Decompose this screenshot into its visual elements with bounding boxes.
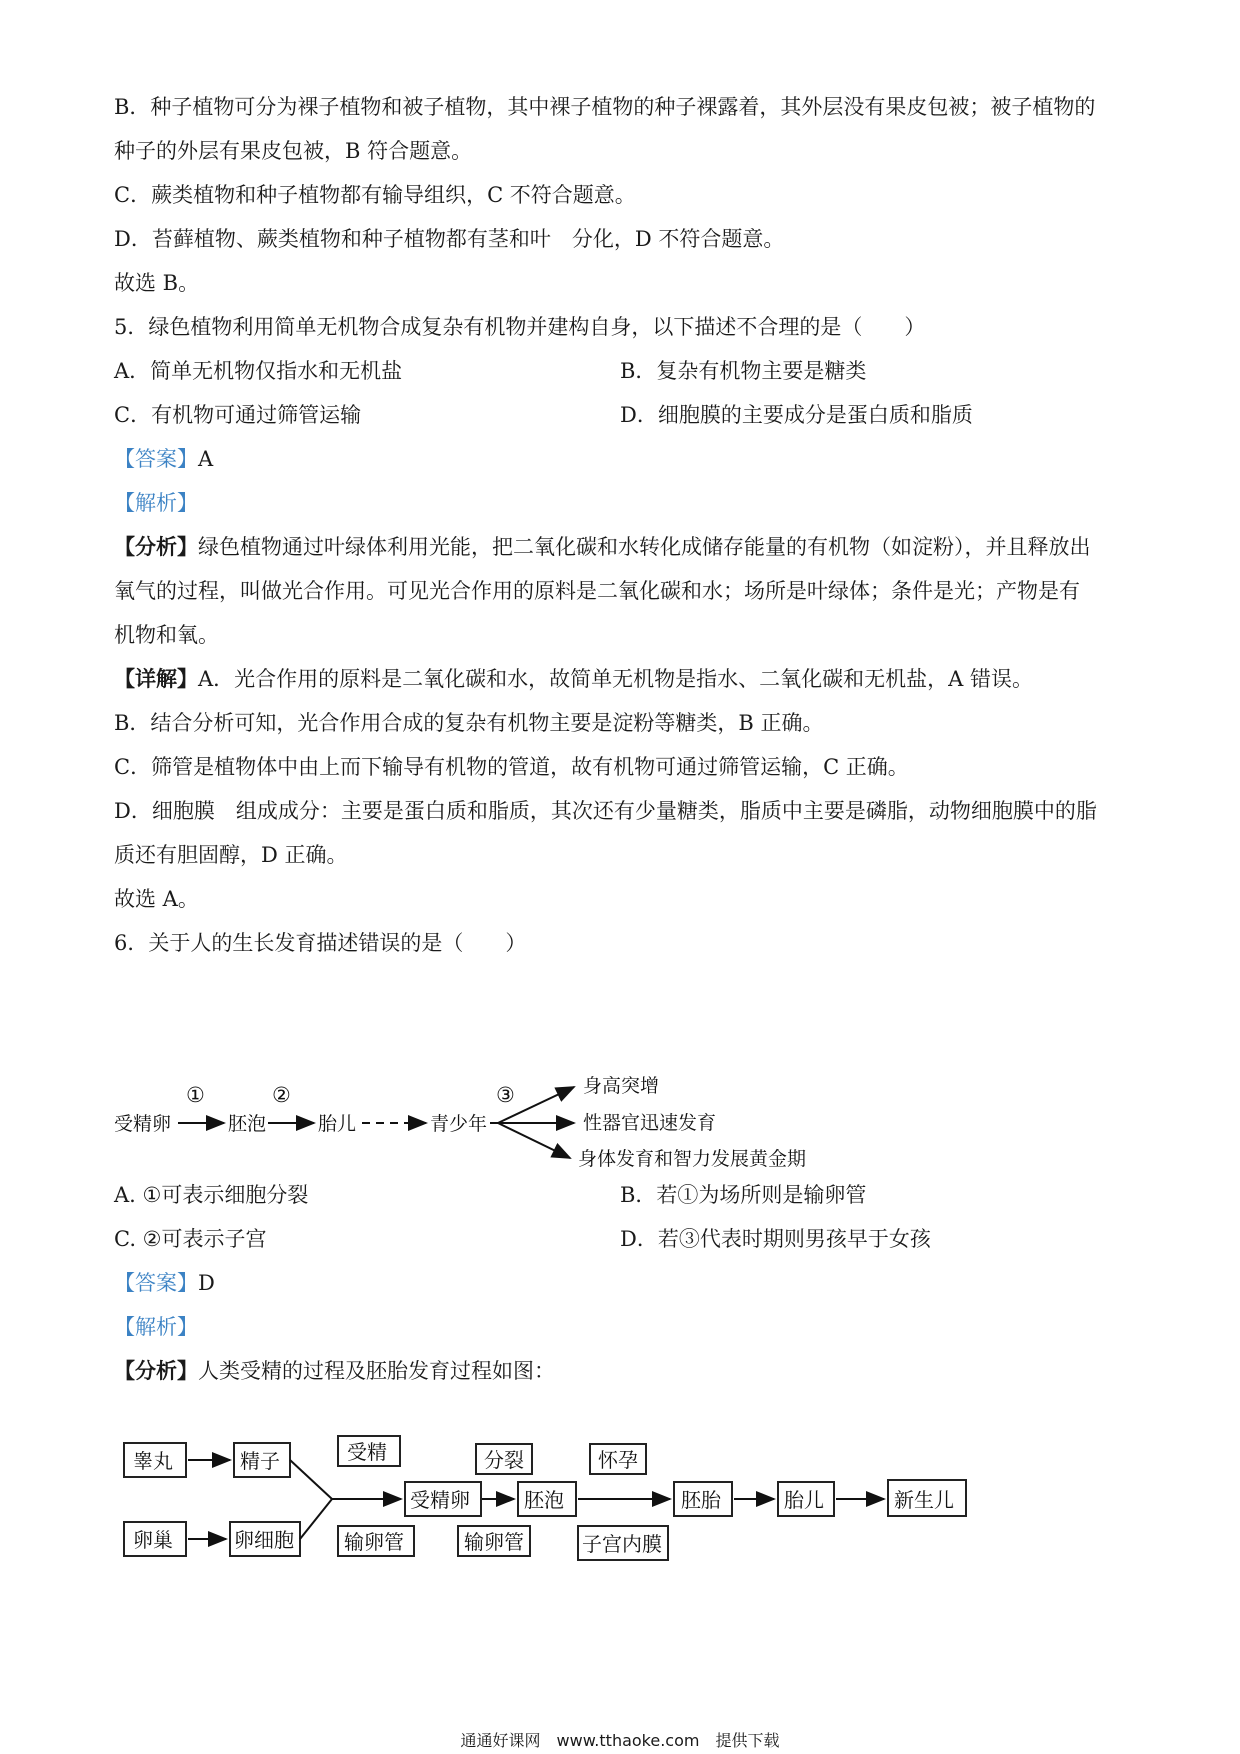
prev-answer-b-line2: 种子的外层有果皮包被，B 符合题意。 bbox=[114, 139, 473, 163]
q5-option-b: B．复杂有机物主要是糖类 bbox=[620, 359, 867, 383]
flow-line-egg-join bbox=[300, 1499, 332, 1539]
diagram-branch-golden-period: 身体发育和智力发展黄金期 bbox=[578, 1148, 807, 1170]
page-footer: 通通好课网 www.tthaoke.com 提供下载 bbox=[460, 1731, 780, 1750]
q5-fenxi-line3: 机物和氧。 bbox=[114, 623, 219, 647]
diagram-mark-3: ③ bbox=[496, 1083, 515, 1107]
flow-text-division-label: 分裂 bbox=[484, 1448, 524, 1472]
prev-answer-c: C．蕨类植物和种子植物都有输导组织，C 不符合题意。 bbox=[114, 183, 636, 207]
flow-text-ovary: 卵巢 bbox=[133, 1528, 173, 1552]
diagram-node-fetus: 胎儿 bbox=[318, 1113, 357, 1135]
flow-line-sperm-join bbox=[290, 1460, 332, 1499]
diagram-branch-height: 身高突增 bbox=[583, 1075, 660, 1097]
q5-option-a: A．简单无机物仅指水和无机盐 bbox=[114, 359, 403, 383]
q6-option-b: B．若①为场所则是输卵管 bbox=[620, 1183, 867, 1207]
diagram-branch-sex-organs: 性器官迅速发育 bbox=[583, 1112, 717, 1134]
q5-option-d: D．细胞膜的主要成分是蛋白质和脂质 bbox=[620, 403, 973, 427]
diagram-mark-1: ① bbox=[186, 1083, 205, 1107]
q5-xiangjie-c: C．筛管是植物体中由上而下输导有机物的管道，故有机物可通过筛管运输，C 正确。 bbox=[114, 755, 909, 779]
q5-xiangjie-a-text: A．光合作用的原料是二氧化碳和水，故简单无机物是指水、二氧化碳和无机盐，A 错误。 bbox=[198, 667, 1034, 691]
q5-fenxi-line2: 氧气的过程，叫做光合作用。可见光合作用的原料是二氧化碳和水；场所是叶绿体；条件是光；产物是有 bbox=[114, 579, 1080, 603]
flow-text-blastocyst: 胚泡 bbox=[524, 1488, 564, 1512]
q5-choice: 故选 A。 bbox=[114, 887, 199, 911]
q5-answer-tag: 【答案】 bbox=[114, 447, 198, 471]
flow-text-egg: 卵细胞 bbox=[234, 1528, 294, 1552]
flow-text-embryo: 胚胎 bbox=[681, 1488, 721, 1512]
flow-text-fetus: 胎儿 bbox=[784, 1488, 824, 1512]
flow-text-newborn: 新生儿 bbox=[894, 1488, 954, 1512]
q5-xiangjie-d2: 质还有胆固醇，D 正确。 bbox=[114, 843, 348, 867]
q5-xiangjie-b: B．结合分析可知，光合作用合成的复杂有机物主要是淀粉等糖类，B 正确。 bbox=[114, 711, 824, 735]
q6-fenxi-text: 人类受精的过程及胚胎发育过程如图： bbox=[198, 1359, 555, 1383]
q6-answer-value: D bbox=[198, 1271, 215, 1295]
q5-stem: 5．绿色植物利用简单无机物合成复杂有机物并建构自身，以下描述不合理的是（ ） bbox=[114, 315, 926, 339]
q5-xiangjie-d1: D．细胞膜 组成成分：主要是蛋白质和脂质，其次还有少量糖类，脂质中主要是磷脂，动物细胞膜中的脂 bbox=[114, 799, 1097, 823]
diagram-node-adolescent: 青少年 bbox=[430, 1113, 488, 1135]
q5-fenxi-text1: 绿色植物通过叶绿体利用光能，把二氧化碳和水转化成储存能量的有机物（如淀粉），并且释放出 bbox=[198, 535, 1091, 559]
flow-text-fertilization-label: 受精 bbox=[347, 1440, 387, 1464]
q5-option-c: C．有机物可通过筛管运输 bbox=[114, 403, 362, 427]
q5-xiangjie-tag: 【详解】 bbox=[114, 666, 198, 691]
diagram-node-zygote: 受精卵 bbox=[114, 1113, 172, 1135]
flow-text-sperm: 精子 bbox=[240, 1449, 280, 1473]
diagram-node-blastocyst: 胚泡 bbox=[228, 1113, 267, 1135]
q6-option-c: C. ②可表示子宫 bbox=[114, 1227, 267, 1251]
q6-option-a: A. ①可表示细胞分裂 bbox=[114, 1183, 309, 1207]
flow-text-zygote: 受精卵 bbox=[410, 1488, 470, 1512]
q6-stem: 6．关于人的生长发育描述错误的是（ ） bbox=[114, 931, 527, 955]
prev-answer-b-line1: B．种子植物可分为裸子植物和被子植物，其中裸子植物的种子裸露着，其外层没有果皮包被；被子植物的 bbox=[114, 95, 1096, 119]
q5-jiexi-tag: 【解析】 bbox=[114, 491, 198, 515]
q5-fenxi-tag: 【分析】 bbox=[114, 534, 198, 559]
flow-text-oviduct2: 输卵管 bbox=[464, 1530, 524, 1554]
q6-fenxi-tag: 【分析】 bbox=[114, 1358, 198, 1383]
flow-text-testis: 睾丸 bbox=[133, 1449, 173, 1473]
flow-text-endometrium: 子宫内膜 bbox=[582, 1532, 662, 1556]
q6-answer-tag: 【答案】 bbox=[114, 1271, 198, 1295]
q6-option-d: D．若③代表时期则男孩早于女孩 bbox=[620, 1227, 931, 1251]
diagram-mark-2: ② bbox=[272, 1083, 291, 1107]
prev-answer-d: D．苔藓植物、蕨类植物和种子植物都有茎和叶 分化，D 不符合题意。 bbox=[114, 227, 785, 251]
flow-text-pregnancy-label: 怀孕 bbox=[598, 1448, 638, 1472]
q5-answer-value: A bbox=[198, 447, 214, 471]
prev-answer-choice: 故选 B。 bbox=[114, 271, 200, 295]
q6-jiexi-tag: 【解析】 bbox=[114, 1315, 198, 1339]
flow-text-oviduct1: 输卵管 bbox=[344, 1530, 404, 1554]
